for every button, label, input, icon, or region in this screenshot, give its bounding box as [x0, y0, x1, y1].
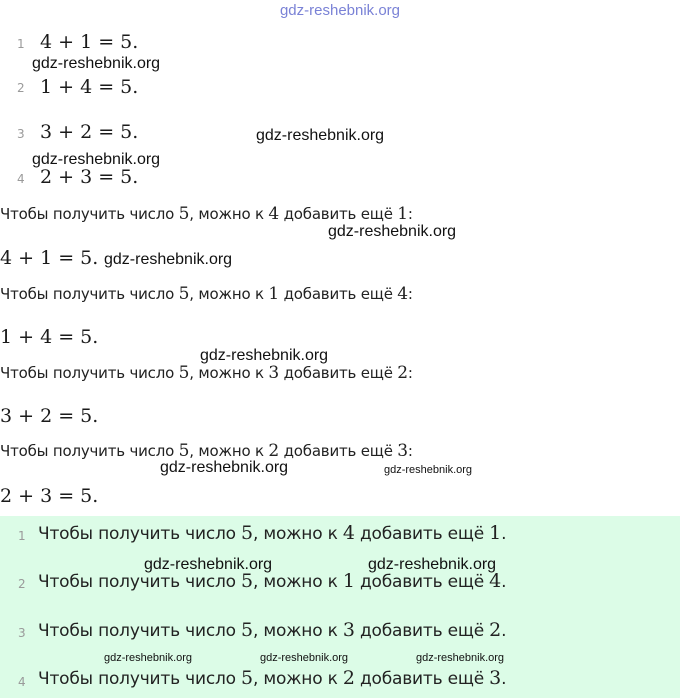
answer-number: 2	[18, 577, 26, 591]
equation-number: 3	[17, 127, 25, 141]
explanation-text: Чтобы получить число 5, можно к 2 добавить ещё 3:	[0, 441, 413, 461]
answer-line: Чтобы получить число 5, можно к 4 добавить ещё 1.	[38, 522, 507, 544]
explanation-text: Чтобы получить число 5, можно к 3 добавить ещё 2:	[0, 363, 413, 383]
explanation-equation: 2 + 3 = 5.	[0, 485, 99, 507]
equation: 3 + 2 = 5.	[40, 121, 139, 143]
watermark-text: gdz-reshebnik.org	[416, 652, 505, 664]
watermark-text: gdz-reshebnik.org	[160, 459, 289, 476]
watermark-text: gdz-reshebnik.org	[328, 223, 457, 240]
answer-number: 3	[18, 626, 26, 640]
answer-line: Чтобы получить число 5, можно к 1 добавить ещё 4.	[38, 570, 507, 592]
watermark-text: gdz-reshebnik.org	[32, 55, 161, 72]
watermark-text: gdz-reshebnik.org	[384, 464, 473, 476]
explanation-text: Чтобы получить число 5, можно к 1 добавить ещё 4:	[0, 284, 413, 304]
watermark-text: gdz-reshebnik.org	[200, 347, 329, 364]
equation: 1 + 4 = 5.	[40, 76, 139, 98]
watermark-text: gdz-reshebnik.org	[104, 652, 193, 664]
equation: 4 + 1 = 5.	[40, 31, 139, 53]
site-header-watermark: gdz-reshebnik.org	[279, 2, 401, 19]
equation: 2 + 3 = 5.	[40, 166, 139, 188]
equation-number: 2	[17, 81, 25, 95]
answer-number: 4	[18, 675, 26, 689]
watermark-text: gdz-reshebnik.org	[260, 652, 349, 664]
watermark-text: gdz-reshebnik.org	[256, 127, 385, 144]
explanation-equation: 4 + 1 = 5.	[0, 247, 99, 269]
answer-line: Чтобы получить число 5, можно к 2 добавить ещё 3.	[38, 667, 507, 689]
explanation-equation: 1 + 4 = 5.	[0, 326, 99, 348]
explanation-equation: 3 + 2 = 5.	[0, 405, 99, 427]
watermark-text: gdz-reshebnik.org	[368, 556, 497, 573]
equation-number: 4	[17, 172, 25, 186]
equation-number: 1	[17, 37, 25, 51]
answer-line: Чтобы получить число 5, можно к 3 добавить ещё 2.	[38, 619, 507, 641]
watermark-text: gdz-reshebnik.org	[32, 151, 161, 168]
explanation-text: Чтобы получить число 5, можно к 4 добавить ещё 1:	[0, 204, 413, 224]
watermark-text: gdz-reshebnik.org	[144, 556, 273, 573]
answer-number: 1	[18, 529, 26, 543]
watermark-text: gdz-reshebnik.org	[104, 251, 233, 268]
